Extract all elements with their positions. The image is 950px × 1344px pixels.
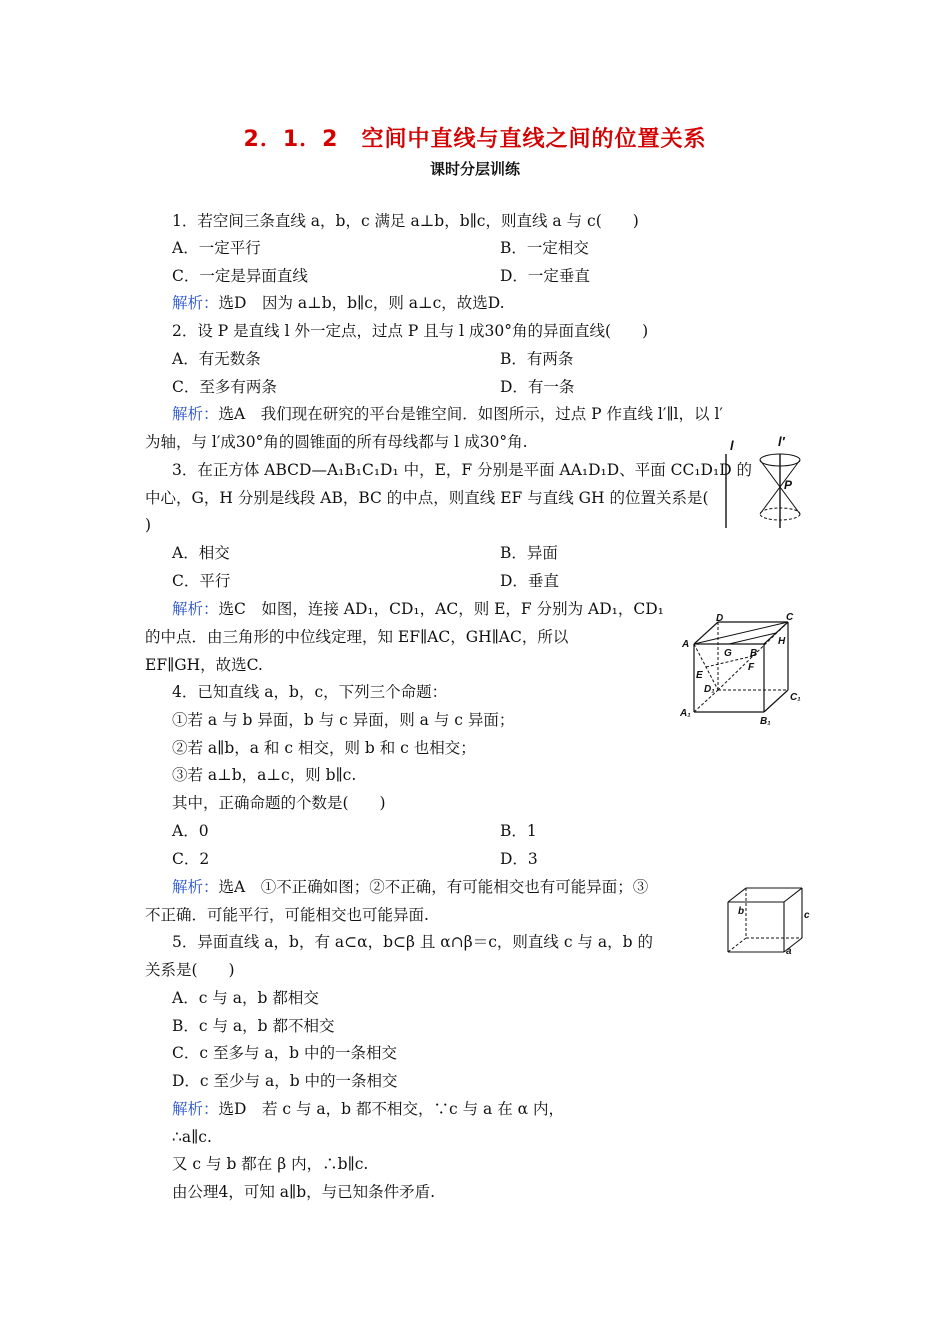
q3-stem-3: ) <box>145 516 152 534</box>
q5-option-c: C．c 至多与 a，b 中的一条相交 <box>172 1044 397 1062</box>
q4-option-c: C．2 <box>172 850 210 868</box>
q5-answer-4: 由公理4，可知 a∥b，与已知条件矛盾. <box>172 1183 436 1201</box>
cube-figure <box>676 612 810 730</box>
q4-option-d: D．3 <box>500 850 538 868</box>
q2-stem: 2．设 P 是直线 l 外一定点，过点 P 且与 l 成30°角的异面直线( ) <box>172 322 649 340</box>
q1-stem: 1．若空间三条直线 a，b，c 满足 a⊥b，b∥c，则直线 a 与 c( ) <box>172 212 639 230</box>
q4-proposition-3: ③若 a⊥b，a⊥c，则 b∥c. <box>172 766 357 784</box>
cube-label-d1: D₁ <box>704 684 715 695</box>
box-label-b: b <box>738 906 745 917</box>
cube-label-a: A <box>682 639 690 650</box>
q2-solution-line1 <box>172 404 723 424</box>
q2-answer-1: 选A 我们现在研究的平台是锥空间．如图所示，过点 P 作直线 l′∥l，以 l′ <box>218 405 723 423</box>
q4-answer-1: 选A ①不正确如图；②不正确，有可能相交也有可能异面；③ <box>218 878 649 896</box>
q5-solution-line1 <box>172 1099 564 1119</box>
q2-option-a: A．有无数条 <box>172 350 261 368</box>
cube-label-a1: A₁ <box>680 708 691 719</box>
box-figure <box>722 884 812 958</box>
q1-solution <box>172 293 505 313</box>
q3-answer-2: 的中点．由三角形的中位线定理，知 EF∥AC，GH∥AC，所以 <box>145 628 569 646</box>
q4-ask: 其中，正确命题的个数是( ) <box>172 794 386 812</box>
solution-label: 解析： <box>172 405 219 423</box>
solution-label: 解析： <box>172 1100 219 1118</box>
cube-label-g: G <box>724 648 732 659</box>
q4-stem: 4．已知直线 a，b，c，下列三个命题： <box>172 683 448 701</box>
q5-option-a: A．c 与 a，b 都相交 <box>172 989 319 1007</box>
cube-label-f: F <box>748 662 755 673</box>
q1-answer: 选D 因为 a⊥b，b∥c，则 a⊥c，故选D. <box>218 294 505 312</box>
q5-stem-1: 5．异面直线 a，b，有 a⊂α，b⊂β 且 α∩β＝c，则直线 c 与 a，b 的 <box>172 933 653 951</box>
solution-label: 解析： <box>172 294 219 312</box>
cone-label-l: l <box>730 438 734 453</box>
box-label-c: c <box>804 910 810 921</box>
q3-answer-1: 选C 如图，连接 AD₁，CD₁，AC，则 E，F 分别为 AD₁，CD₁ <box>218 600 664 618</box>
cube-label-b1: B₁ <box>760 716 771 727</box>
q5-option-b: B．c 与 a，b 都不相交 <box>172 1017 335 1035</box>
solution-label: 解析： <box>172 600 219 618</box>
cube-label-c: C <box>786 612 794 623</box>
q4-proposition-2: ②若 a∥b，a 和 c 相交，则 b 和 c 也相交； <box>172 739 476 757</box>
q2-option-c: C．至多有两条 <box>172 378 277 396</box>
q5-answer-1: 选D 若 c 与 a，b 都不相交，∵c 与 a 在 α 内， <box>218 1100 565 1118</box>
q3-option-d: D．垂直 <box>500 572 559 590</box>
q5-stem-2: 关系是( ) <box>145 961 235 979</box>
q1-option-c: C．一定是异面直线 <box>172 267 308 285</box>
cube-label-h: H <box>778 636 786 647</box>
q4-option-b: B．1 <box>500 822 537 840</box>
q2-option-d: D．有一条 <box>500 378 575 396</box>
q1-option-d: D．一定垂直 <box>500 267 590 285</box>
q3-answer-3: EF∥GH，故选C. <box>145 656 263 674</box>
q5-answer-2: ∴a∥c. <box>172 1128 212 1146</box>
q3-option-b: B．异面 <box>500 544 558 562</box>
q4-proposition-1: ①若 a 与 b 异面，b 与 c 异面，则 a 与 c 异面； <box>172 711 515 729</box>
q3-solution-line1 <box>172 599 664 619</box>
cube-label-e: E <box>696 670 703 681</box>
q3-option-c: C．平行 <box>172 572 231 590</box>
box-label-a: a <box>786 946 792 957</box>
q3-option-a: A．相交 <box>172 544 230 562</box>
solution-label: 解析： <box>172 878 219 896</box>
q2-answer-2: 为轴，与 l′成30°角的圆锥面的所有母线都与 l 成30°角. <box>145 433 528 451</box>
page-subtitle: 课时分层训练 <box>429 160 520 178</box>
cube-label-c1: C₁ <box>790 692 801 703</box>
q5-option-d: D．c 至少与 a，b 中的一条相交 <box>172 1072 398 1090</box>
page-title: 2．1．2 空间中直线与直线之间的位置关系 <box>243 127 707 152</box>
cube-label-d: D <box>716 613 724 624</box>
q1-option-b: B．一定相交 <box>500 239 589 257</box>
q1-option-a: A．一定平行 <box>172 239 261 257</box>
q4-solution-line1 <box>172 877 648 897</box>
q4-answer-2: 不正确．可能平行，可能相交也可能异面. <box>145 906 429 924</box>
cone-label-l-prime: l′ <box>778 434 785 449</box>
q3-stem-2: 中心，G，H 分别是线段 AB，BC 的中点，则直线 EF 与直线 GH 的位置关系是( <box>145 489 709 507</box>
q5-answer-3: 又 c 与 b 都在 β 内，∴b∥c. <box>172 1155 369 1173</box>
cone-figure <box>718 432 810 532</box>
q3-stem-1: 3．在正方体 ABCD—A₁B₁C₁D₁ 中，E，F 分别是平面 AA₁D₁D、平面 CC₁D₁D 的 <box>172 461 753 479</box>
q4-option-a: A．0 <box>172 822 209 840</box>
cone-label-p: P <box>784 478 793 492</box>
cube-label-b: B <box>750 648 758 659</box>
q2-option-b: B．有两条 <box>500 350 574 368</box>
